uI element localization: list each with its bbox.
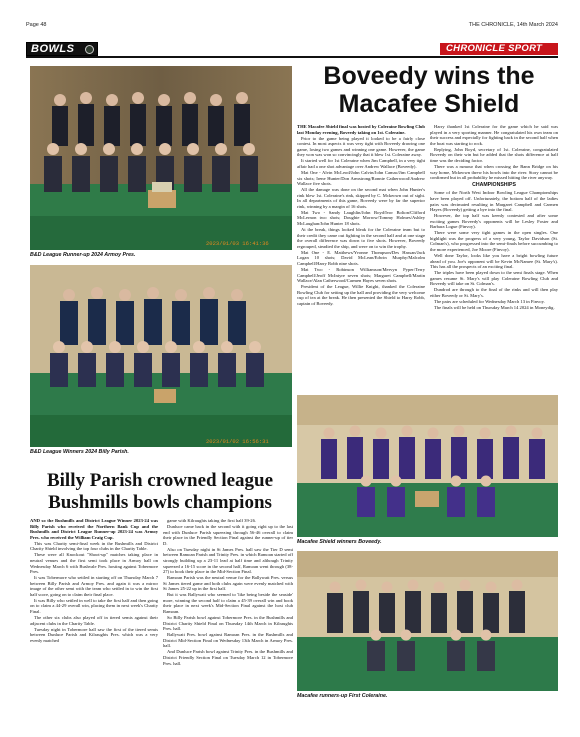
story-paragraph: So Billy Parish bowl against Tobermore Pres. in the Bushmills and District Charity Shield Final on Thursday 14th March in Kilraughts Pres. hall. xyxy=(163,615,293,632)
story-paragraph: AND so the Bushmills and District League Winner 2023-24 was Billy Parish who received the Northern Bank Cup and the Bushmills and District League Runner-up 2023-24 was Armoy Pres. who received the William Craig Cup. xyxy=(30,518,158,540)
story-paragraph: And Dunluce Parish bowl against Trinity Pres. in the Bushmills and District Friendly Section Final on Tuesday March 12 in Tobermore Pres. hall. xyxy=(163,649,293,666)
story-paragraph: It was Billy who settled in well to take the first half and then going on to claim a 44-29 overall win, placing them in next week's Charity Final. xyxy=(30,597,158,615)
team-photo-first-coleraine xyxy=(297,551,558,691)
story-paragraph: It was Tobermore who settled in starting off on Thursday March 7 between Billy Parish and Armoy Pres. and again it was a mirror image of the other semi with the team who settled in to win the first half score, going on to claim their final place. xyxy=(30,575,158,597)
story-paragraph: Mat Two - Sandy Laughlin/John Boyd/Ivor Bolton/Clifford McLernon two shots; Doughie Morrow/Tommy Holmes/Ashley McLaughan/John Hunter 18 shots. xyxy=(297,209,425,227)
photo-caption: Macafee Shield winners Boveedy. xyxy=(297,539,382,545)
story-paragraph: Dundrod are through to the final of the rinks and will then play either Boveedy or St. Mary's. xyxy=(430,287,558,298)
story-paragraph: The pairs are scheduled for Wednesday March 13 in Finvoy. xyxy=(434,298,545,304)
story-paragraph: However, the top half was keenly contested and after some exciting games Boveedy's opponents will be Lesley Foster and Barbara Logue (Finvoy). xyxy=(430,213,558,230)
story-paragraph: All the damage was done on the second mat when John Hunter's rink blew 1st. Coleraine's rink, skipped by C. Mckeown out of sight. In all departments of this game, Boveedy were by far the superior rink, winning by a margin of 16 shots. xyxy=(297,187,425,209)
photo-caption: B&D League Runner-up 2024 Armoy Pres. xyxy=(30,252,136,258)
photo-timestamp: 2023/01/02 16:56:31 xyxy=(206,438,269,445)
story-paragraph: It started well for 1st Coleraine when Jim Campbell, in a very tight affair had a one shot advantage over Andrew Wallace (Boveedy). xyxy=(297,158,425,169)
right-story-col-2 xyxy=(430,124,558,311)
story-paragraph: Dunluce came back in the second with it going right up to the last end with Dunluce Parish squeezing through 56-46 overall to claim their place in the Friendly Section Final against the runner-up of tier D. xyxy=(163,523,293,546)
story-paragraph: The other six clubs also played off in tiered semis against their adjacent clubs in the Charity Table. xyxy=(30,615,158,626)
left-story-col-2 xyxy=(163,518,293,667)
story-paragraph: Well done Taylor, looks like you have a bright bowling future ahead of you. Joe's opponent will be Kevin McNamee (St. Mary's). This has all the prospects of an exciting final. xyxy=(430,253,558,270)
story-paragraph: There were some very tight games in the open singles. One highlight was the progress of a very young, Taylor Davidson (St. Colman's), who progressed into the semi-finals before succumbing to the more experienced, Joe Moore (Finvoy). xyxy=(430,230,558,253)
right-story-col-1 xyxy=(297,124,425,307)
photo-timestamp: 2023/01/03 16:41:36 xyxy=(206,240,269,247)
team-photo-billy-parish xyxy=(30,265,292,447)
sport-label: CHRONICLE SPORT xyxy=(446,43,543,54)
story-paragraph: These were all Knockout "Shoot-up" matches taking place in neutral venues and the first semi took place in Armoy hall on Wednesday March 6 with Bushvale Pres. hosting against Tobermore Pres. xyxy=(30,552,158,575)
section-label-bar xyxy=(26,42,98,56)
story-paragraph: But it was Ballywatt who seemed to 'like being beside the seaside' more, winning the second half to claim a 45-39 overall win and book their place in next week's Mid-Section Final against the host club Ramoan. xyxy=(163,592,293,615)
story-paragraph: Prior to the game being played it looked to be a fairly close contest. In most aspects it was very tight with Boveedy drawing one game, losing two games and winning one game. However, the game they won was won so convincingly that it blew 1st. Coleraine away. xyxy=(297,135,425,158)
right-headline: Boveedy wins the Macafee Shield xyxy=(323,62,535,118)
left-headline: Billy Parish crowned league Bushmills bowls champions xyxy=(46,470,274,513)
story-paragraph: Tuesday night in Tobermore hall saw the first of the tiered semis between Dunluce Parish and Kilraughts Pres. which was a very evenly matched xyxy=(30,626,158,643)
story-paragraph: This was Charity semi-final week in the Bushmills and District Charity Shield involving the top four clubs in the Charity Table. xyxy=(30,540,158,552)
story-paragraph: THE Macafee Shield final was hosted by Coleraine Bowling Club last Monday evening, Boveedy taking on 1st. Coleraine. xyxy=(297,124,425,135)
left-story-col-1 xyxy=(30,518,158,644)
sport-banner xyxy=(440,43,558,55)
team-photo-boveedy xyxy=(297,395,558,537)
story-paragraph: Mat Two - Robinson Williamson/Mervyn Pyper/Terry Campbell/Jeoff McIntyre seven shots; Margaret Campbell/Martin Wallace/Alan Catherwood/Carmen Hayes seven shots. xyxy=(297,266,425,284)
story-paragraph: At the break, things looked bleak for the Coleraine team but to their credit they came out fighting in the second half and at one stage the overall difference was down to five shots. However, Boveedy regrouped, steadied the ship, and were on to win the trophy. xyxy=(297,227,425,249)
story-paragraph: Ballywatt Pres. bowl against Ramoan Pres. in the Bushmills and District Mid-Section Final on Wednesday 13th March in Armoy Pres. hall. xyxy=(163,632,293,649)
story-paragraph: President of the League, Willie Knight, thanked the Coleraine Bowling Club for setting up the hall and providing the very welcome cup of tea at the break. He then presented the Shield to Harry Robb, captain of Boveedy. xyxy=(297,284,425,306)
page-header xyxy=(26,22,558,32)
section-label: BOWLS xyxy=(31,43,75,55)
story-paragraph: Harry thanked 1st Coleraine for the game which he said was played in a very sporting manner. He congratulated his own team on their success and especially for fighting back in the second half when the boat was starting to rock. xyxy=(430,124,558,146)
photo-caption: Macafee runners-up First Coleraine. xyxy=(297,693,388,699)
story-paragraph: Some of the North West Indoor Bowling League Championships have been played off. Unfortunately, the bottom half of the ladies pairs was decimated resulting in Margaret Campbell and Carmen Hayes (Boveedy) getting a bye into the final. xyxy=(430,190,558,213)
story-paragraph: The finals will be held on Thursday March 14 2024 in Moneydig. xyxy=(434,304,555,310)
story-paragraph: game with Kilraughts taking the first half 39-26. xyxy=(167,518,257,523)
bowl-icon xyxy=(85,45,94,54)
subheading-championships: CHAMPIONSHIPS xyxy=(472,181,516,188)
story-paragraph: There was a rumour that when crossing the Bann Bridge on his way home, Mckeown threw his bowls into the river. Story cannot be confirmed but in all probability he missed hitting the river anyway. xyxy=(430,163,558,181)
photo-caption: B&D League Winners 2024 Billy Parish. xyxy=(30,449,129,455)
page-number: Page 48 xyxy=(26,22,47,28)
team-photo-armoy xyxy=(30,66,292,250)
story-paragraph: Mat One - Alvin McLeod/John Calvin/John Camac/Jim Campbell six shots; Irene Hunter/Don Armstrong/Ronnie Catherwood/Andrew Wallace five shots. xyxy=(297,169,425,187)
story-paragraph: Ramoan Parish was the neutral venue for the Ballywatt Pres. versus St James tiered game and both clubs again were evenly matched with St James 25-22 up in the first half. xyxy=(163,575,293,592)
story-paragraph: The triples have been played down to the semi finals stage. When games resume St. Mary's will play Coleraine Bowling Club and Boveedy will take on St. Colman's. xyxy=(430,270,558,287)
edition-date: THE CHRONICLE, 14th March 2024 xyxy=(468,22,558,28)
story-paragraph: Mat One - E. Matthews/Yvonne Thompson/Des Hassan/Jack Logan 10 shots; David McLean/Edwin Murphy/Malcolm Campbell/Harry Robb nine shots. xyxy=(297,249,425,266)
header-rule xyxy=(26,56,558,58)
story-paragraph: Replying, John Boyd, secretary of 1st. Coleraine, congratulated Boveedy on their win but he added that the shots difference at half time was the deciding factor. xyxy=(430,146,558,163)
story-paragraph: Also on Tuesday night in St James Pres. hall saw the Tier D semi between Ramoan Parish and Trinity Pres. in which Ramoan started off strongly building up a 23-11 lead at half time and although Trinity squeezed a 16-15 score in the second half, Ramoan went through (38-27) to book their place in the Mid-Section Final. xyxy=(163,546,293,575)
